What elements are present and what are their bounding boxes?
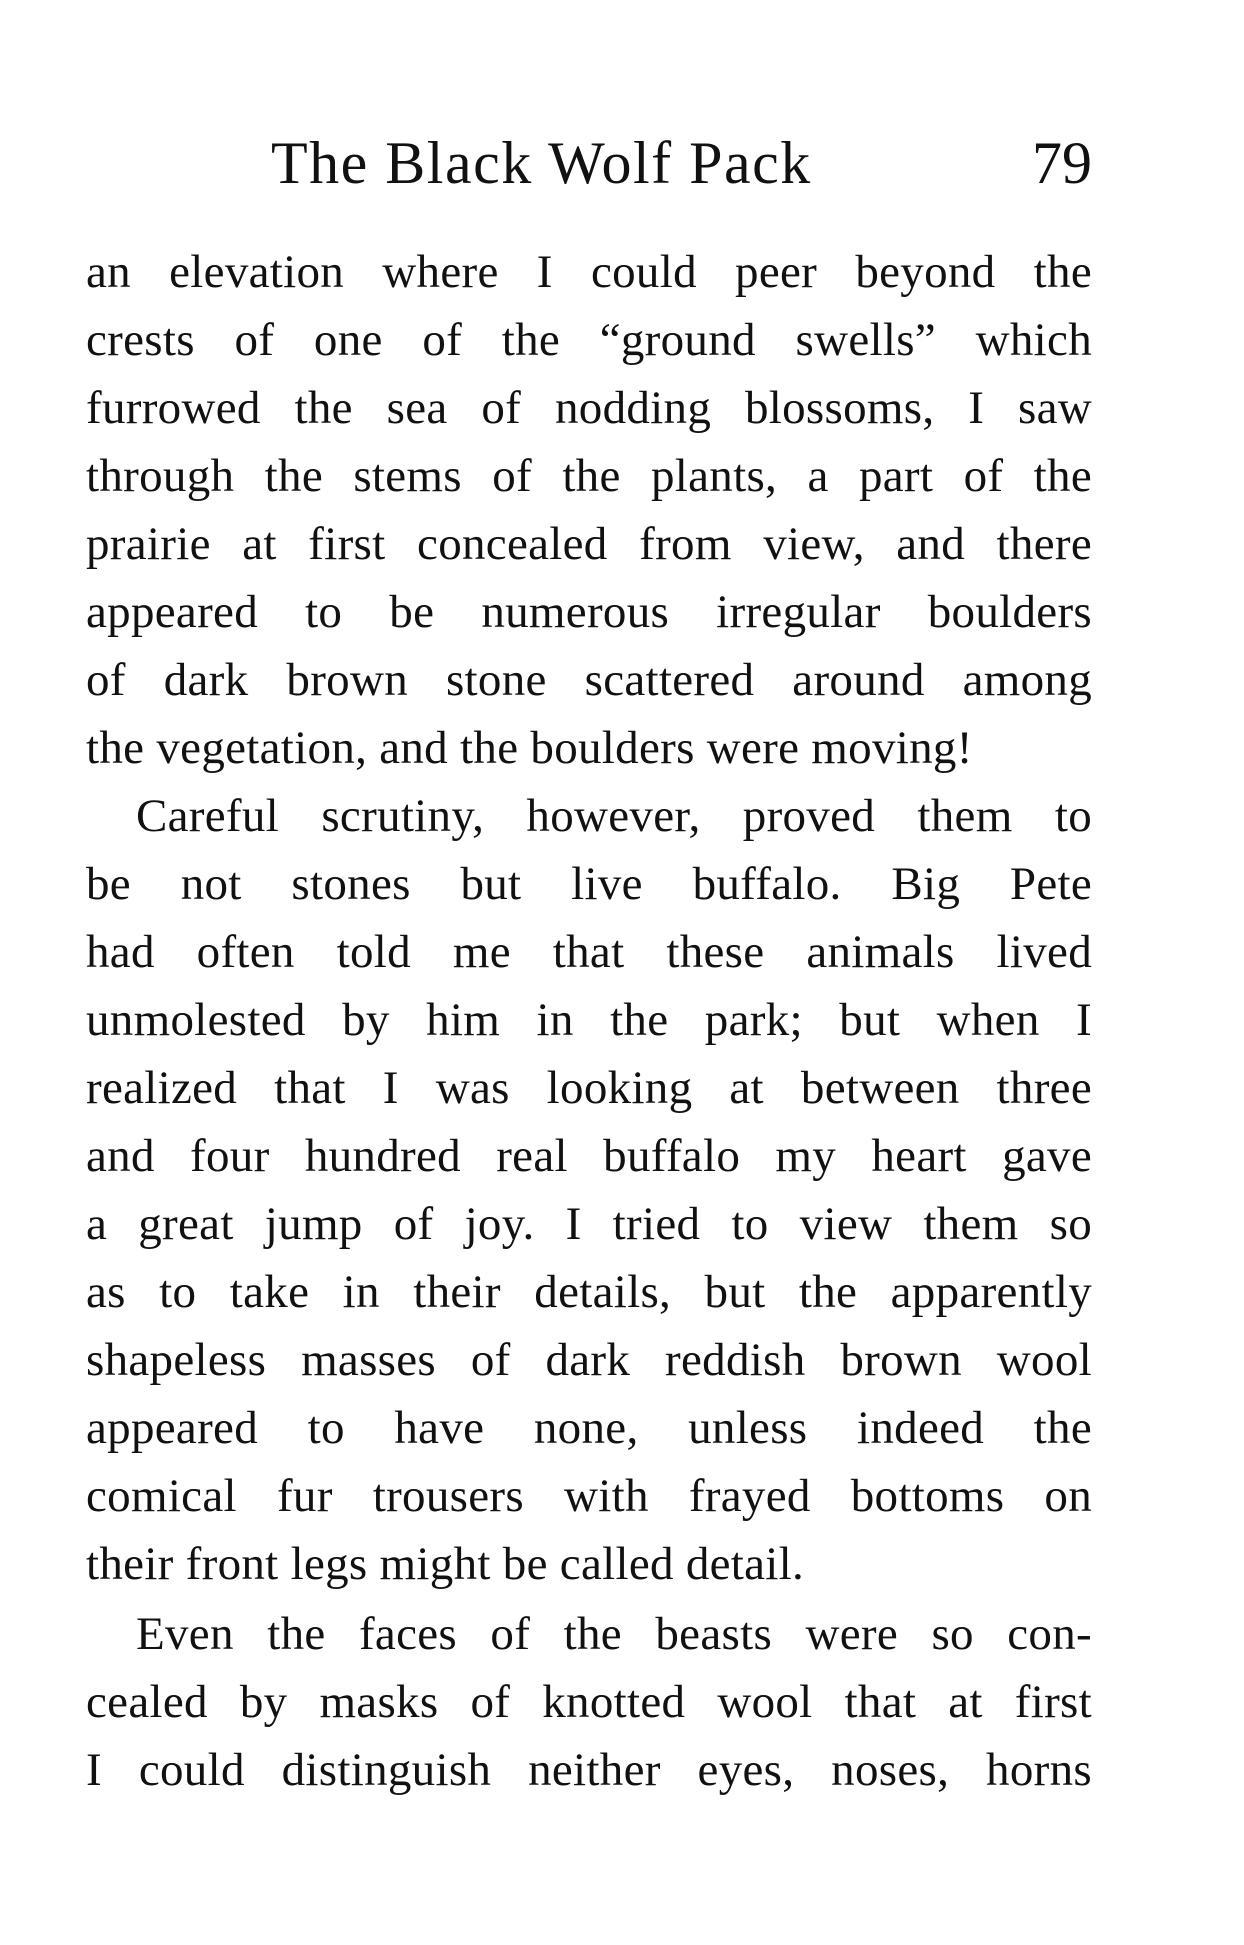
paragraph-2	[86, 782, 1092, 1598]
text-line: of dark brown stone scattered around among	[86, 654, 1092, 706]
text-line: and four hundred real buffalo my heart gave	[86, 1130, 1092, 1182]
running-title: The Black Wolf Pack	[271, 130, 812, 196]
text-line: as to take in their details, but the apparently	[86, 1266, 1092, 1318]
text-line: comical fur trousers with frayed bottoms on	[86, 1470, 1092, 1522]
text-line: crests of one of the “ground swells” which	[86, 314, 1092, 366]
text-line: I could distinguish neither eyes, noses, horns	[86, 1744, 1092, 1796]
paragraph-1	[86, 238, 1092, 782]
page-number: 79	[1032, 130, 1092, 196]
text-line: unmolested by him in the park; but when I	[86, 994, 1092, 1046]
text-line: furrowed the sea of nodding blossoms, I saw	[86, 382, 1092, 434]
page-header	[86, 128, 1092, 198]
paragraph-3	[86, 1600, 1092, 1804]
text-line: appeared to have none, unless indeed the	[86, 1402, 1092, 1454]
text-line: shapeless masses of dark reddish brown wool	[86, 1334, 1092, 1386]
text-line: a great jump of joy. I tried to view them so	[86, 1198, 1092, 1250]
text-line: an elevation where I could peer beyond the	[86, 246, 1092, 298]
text-line: appeared to be numerous irregular boulders	[86, 586, 1092, 638]
text-line: Careful scrutiny, however, proved them to	[136, 790, 1092, 842]
text-line: through the stems of the plants, a part of the	[86, 450, 1092, 502]
text-line: their front legs might be called detail.	[86, 1538, 805, 1590]
text-line: be not stones but live buffalo. Big Pete	[86, 858, 1092, 910]
text-line: the vegetation, and the boulders were moving!	[86, 722, 973, 774]
text-line: cealed by masks of knotted wool that at first	[86, 1676, 1092, 1728]
text-line: Even the faces of the beasts were so con-	[136, 1608, 1092, 1660]
text-line: prairie at first concealed from view, and there	[86, 518, 1092, 570]
text-line: realized that I was looking at between three	[86, 1062, 1092, 1114]
body-text	[86, 238, 1092, 1804]
text-line: had often told me that these animals lived	[86, 926, 1092, 978]
